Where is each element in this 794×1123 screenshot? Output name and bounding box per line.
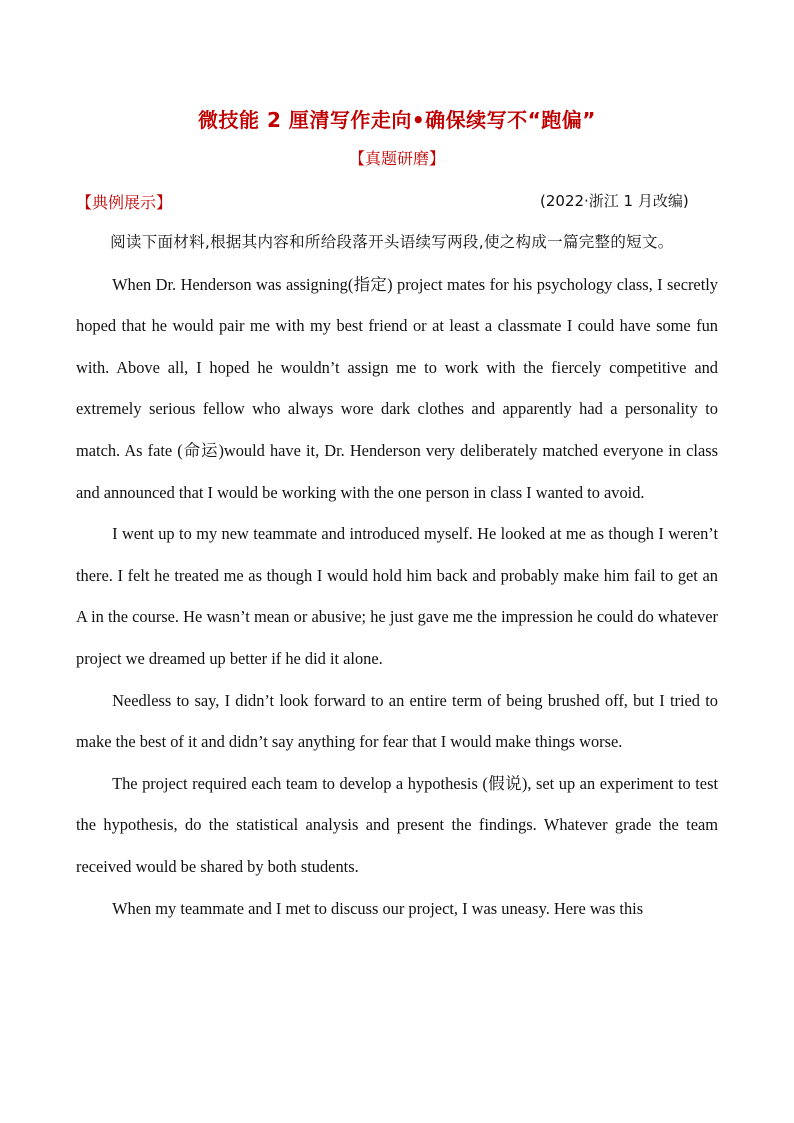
section-subtitle: 【真题研磨】 [348,149,445,168]
passage-paragraph-3: Needless to say, I didn’t look forward to an entire term of being brushed off, but I tried to make the best of it and didn’t say anything for fear that I would make things worse. [76,690,718,752]
page-title: 微技能 2 厘清写作走向•确保续写不“跑偏” [198,108,596,132]
passage-paragraph-4: The project required each team to develop a hypothesis (假说), set up an experiment to test the hypothesis, do the statistical analysis and present the findings. Whatever grade the team received would be shared by both students. [76,773,718,876]
passage-paragraph-1: When Dr. Henderson was assigning(指定) project mates for his psychology class, I secretly hoped that he would pair me with my best friend or at least a classmate I could have some fun with. Above all, I hoped he wouldn’t assign me to work with the fiercely competitive and extremely serious fellow who always wore dark clothes and apparently had a personality to match. As fate (命运)would have it, Dr. Henderson very deliberately matched everyone in class and announced that I would be working with the one person in class I wanted to avoid. [76,274,718,502]
instructions-paragraph: 阅读下面材料,根据其内容和所给段落开头语续写两段,使之构成一篇完整的短文。 [110,233,674,251]
passage-paragraph-5: When my teammate and I met to discuss our project, I was uneasy. Here was this [112,898,644,918]
passage-paragraph-2: I went up to my new teammate and introduced myself. He looked at me as though I weren’t there. I felt he treated me as though I would hold him back and probably make him fail to get an A in the course. He wasn’t mean or abusive; he just gave me the impression he could do whatever project we dreamed up better if he did it alone. [76,524,718,668]
source-citation: (2022·浙江 1 月改编) [540,192,689,210]
passage-body [76,222,718,929]
example-label: 【典例展示】 [76,193,173,212]
